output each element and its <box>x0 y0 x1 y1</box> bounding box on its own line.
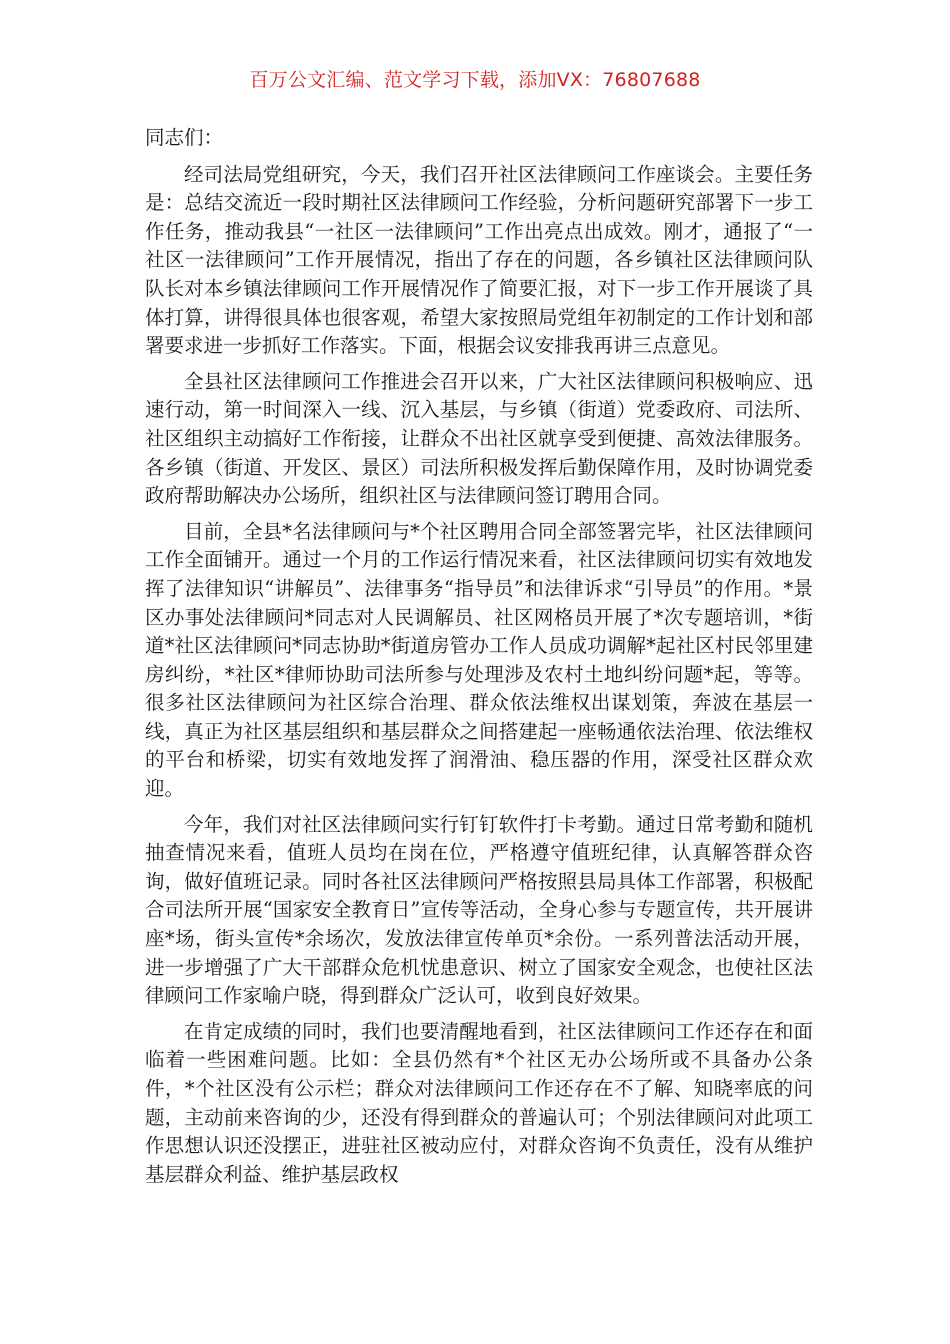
header-notice: 百万公文汇编、范文学习下载，添加VX：76807688 <box>249 69 701 91</box>
document-body <box>145 124 813 1196</box>
paragraph-3: 目前，全县*名法律顾问与*个社区聘用合同全部签署完毕，社区法律顾问工作全面铺开。通过一个月的工作运行情况来看，社区法律顾问切实有效地发挥了法律知识“讲解员”、法律事务“指导员”和法律诉求“引导员”的作用。*景区办事处法律顾问*同志对人民调解员、社区网格员开展了*次专题培训，*街道*社区法律顾问*同志协助*街道房管办工作人员成功调解*起社区村民邻里建房纠纷，*社区*律师协助司法所参与处理涉及农村土地纠纷问题*起，等等。很多社区法律顾问为社区综合治理、群众依法维权出谋划策，奔波在基层一线，真正为社区基层组织和基层群众之间搭建起一座畅通依法治理、依法维权的平台和桥梁，切实有效地发挥了润滑油、稳压器的作用，深受社区群众欢迎。 <box>145 519 813 801</box>
salutation: 同志们： <box>145 126 224 149</box>
paragraph-2: 全县社区法律顾问工作推进会召开以来，广大社区法律顾问积极响应、迅速行动，第一时间深入一线、沉入基层，与乡镇（街道）党委政府、司法所、社区组织主动搞好工作衔接，让群众不出社区就享受到便捷、高效法律服务。各乡镇（街道、开发区、景区）司法所积极发挥后勤保障作用，及时协调党委政府帮助解决办公场所，组织社区与法律顾问签订聘用合同。 <box>145 369 813 508</box>
paragraph-1: 经司法局党组研究，今天，我们召开社区法律顾问工作座谈会。主要任务是：总结交流近一段时期社区法律顾问工作经验，分析问题研究部署下一步工作任务，推动我县“一社区一法律顾问”工作出亮点出成效。刚才，通报了“一社区一法律顾问”工作开展情况，指出了存在的问题，各乡镇社区法律顾问队队长对本乡镇法律顾问工作开展情况作了简要汇报，对下一步工作开展谈了具体打算，讲得很具体也很客观，希望大家按照局党组年初制定的工作计划和部署要求进一步抓好工作落实。下面，根据会议安排我再讲三点意见。 <box>145 162 813 358</box>
paragraph-4: 今年，我们对社区法律顾问实行钉钉软件打卡考勤。通过日常考勤和随机抽查情况来看，值班人员均在岗在位，严格遵守值班纪律，认真解答群众咨询，做好值班记录。同时各社区法律顾问严格按照县局具体工作部署，积极配合司法所开展“国家安全教育日”宣传等活动，全身心参与专题宣传，共开展讲座*场，街头宣传*余场次，发放法律宣传单页*余份。一系列普法活动开展，进一步增强了广大干部群众危机忧患意识、树立了国家安全观念，也使社区法律顾问工作家喻户晓，得到群众广泛认可，收到良好效果。 <box>145 812 813 1008</box>
paragraph-5: 在肯定成绩的同时，我们也要清醒地看到，社区法律顾问工作还存在和面临着一些困难问题。比如：全县仍然有*个社区无办公场所或不具备办公条件，*个社区没有公示栏；群众对法律顾问工作还存在不了解、知晓率底的问题，主动前来咨询的少，还没有得到群众的普遍认可；个别法律顾问对此项工作思想认识还没摆正，进驻社区被动应付，对群众咨询不负责任，没有从维护基层群众利益、维护基层政权 <box>145 1019 813 1186</box>
